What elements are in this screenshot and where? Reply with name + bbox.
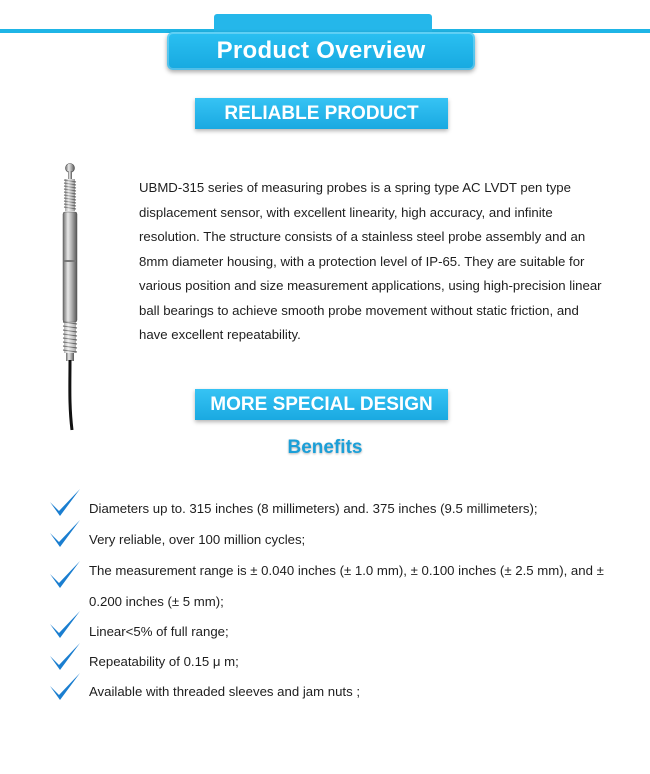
checkmark-icon: [48, 609, 82, 639]
benefit-item: Linear<5% of full range;: [89, 624, 229, 639]
benefit-item: Repeatability of 0.15 μ m;: [89, 654, 239, 669]
checkmark-icon: [48, 518, 82, 548]
lvdt-probe-image: [45, 160, 95, 440]
checkmark-icon: [48, 559, 82, 589]
benefit-item: Available with threaded sleeves and jam nuts ;: [89, 684, 360, 699]
benefit-item: The measurement range is ± 0.040 inches (± 1.0 mm), ± 0.100 inches (± 2.5 mm), and ± 0.200 inches (± 5 mm);: [89, 563, 604, 609]
product-description: UBMD-315 series of measuring probes is a spring type AC LVDT pen type displacement sensor, with excellent linearity, high accuracy, and infinite resolution. The structure consists of a stainless steel probe assembly and an 8mm diameter housing, with a protection level of IP-65. They are suitable for various position and size measurement applications, using high-precision linear ball bearings to achieve smooth probe movement without static friction, and have excellent repeatability.: [139, 180, 602, 342]
section-banner-reliable-product: RELIABLE PRODUCT: [195, 98, 448, 129]
checkmark-icon: [48, 671, 82, 701]
section-banner-more-special-design: MORE SPECIAL DESIGN: [195, 389, 448, 420]
page-title: Product Overview: [167, 32, 475, 70]
benefits-heading: Benefits: [287, 437, 363, 458]
checkmark-icon: [48, 641, 82, 671]
benefit-item: Diameters up to. 315 inches (8 millimeters) and. 375 inches (9.5 millimeters);: [89, 501, 538, 516]
checkmark-icon: [48, 487, 82, 517]
top-tab-decoration: [214, 14, 432, 32]
benefit-item: Very reliable, over 100 million cycles;: [89, 532, 306, 547]
